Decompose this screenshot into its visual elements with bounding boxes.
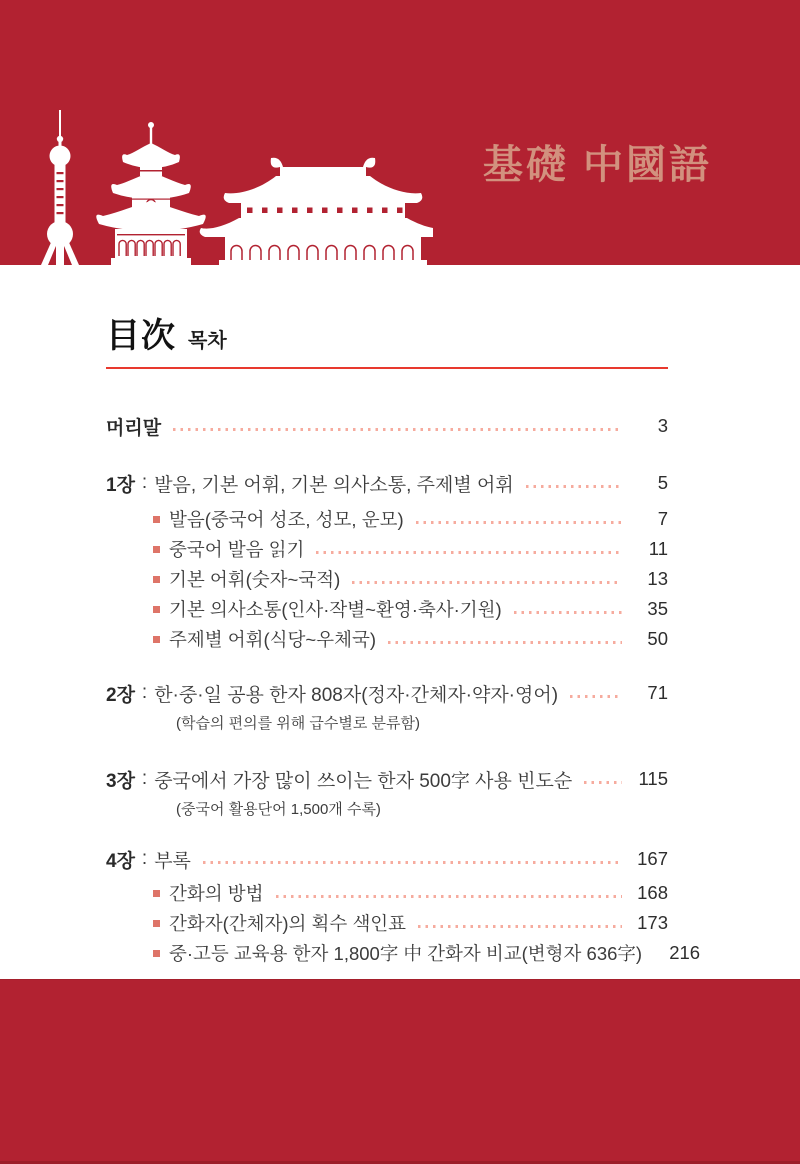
chapter-title: 중국에서 가장 많이 쓰이는 한자 500字 사용 빈도순 <box>154 770 573 792</box>
toc-subrow <box>106 504 668 534</box>
toc-label: 간화의 방법 <box>169 883 264 904</box>
dotted-leader <box>418 925 622 928</box>
dotted-leader <box>276 895 623 898</box>
dotted-leader <box>173 428 622 431</box>
dotted-leader <box>316 551 622 554</box>
toc-row-foreword <box>106 413 668 439</box>
chapter-number: 1장 <box>106 474 135 496</box>
toc-label: 발음(중국어 성조, 성모, 운모) <box>169 509 404 530</box>
page-number: 7 <box>657 508 668 529</box>
chapter-note: (중국어 활용단어 1,500개 수록) <box>176 801 381 818</box>
toc-label: 중국어 발음 읽기 <box>169 539 305 560</box>
heading-korean: 목차 <box>188 330 227 352</box>
chapter-title: 한·중·일 공용 한자 808자(정자·간체자·약자·영어) <box>154 684 559 706</box>
chapter-number: 2장 <box>106 684 135 706</box>
page-number: 11 <box>648 538 668 559</box>
toc-subrow <box>106 624 668 654</box>
chapter-separator: : <box>141 768 148 789</box>
chapter-separator: : <box>141 682 148 703</box>
bullet-square-icon <box>153 890 160 897</box>
page-number: 35 <box>647 598 668 619</box>
page-number: 173 <box>637 912 668 933</box>
book-title: 基礎 中國語 <box>482 143 712 187</box>
page-number: 115 <box>638 768 668 789</box>
dotted-leader <box>352 581 622 584</box>
toc-row-chapter-4 <box>106 846 668 872</box>
page-number: 50 <box>647 628 668 649</box>
page-number: 3 <box>657 415 668 436</box>
toc-content <box>0 308 800 968</box>
dotted-leader <box>584 781 622 784</box>
bullet-square-icon <box>153 576 160 583</box>
bottom-band <box>0 979 800 1164</box>
toc-label: 중·고등 교육용 한자 1,800字 中 간화자 비교(변형자 636字) <box>169 943 643 964</box>
dotted-leader <box>570 695 622 698</box>
page-number: 5 <box>657 472 668 493</box>
heading-rule <box>106 367 668 369</box>
heading-cjk: 目次 <box>106 317 176 355</box>
bullet-square-icon <box>153 920 160 927</box>
dotted-leader <box>388 641 622 644</box>
chapter-separator: : <box>141 472 148 493</box>
toc-subrow <box>106 908 668 938</box>
dotted-leader <box>416 521 622 524</box>
page-number: 216 <box>669 942 701 963</box>
chapter-number: 3장 <box>106 770 135 792</box>
dotted-leader <box>203 861 622 864</box>
chapter-1-items <box>106 504 668 654</box>
toc-label: 주제별 어휘(식당~우체국) <box>169 629 376 650</box>
page-number: 167 <box>637 848 668 869</box>
chapter-number: 4장 <box>106 850 135 872</box>
bullet-square-icon <box>153 516 160 523</box>
top-banner <box>0 0 800 265</box>
bullet-square-icon <box>153 950 160 957</box>
chapter-4-items <box>106 878 701 968</box>
bullet-square-icon <box>153 636 160 643</box>
toc-row-chapter-3 <box>106 766 668 792</box>
toc-heading <box>106 308 668 369</box>
page-number: 168 <box>637 882 668 903</box>
toc-row-chapter-2 <box>106 680 668 706</box>
toc-label: 기본 어휘(숫자~국적) <box>169 569 341 590</box>
toc-row-chapter-1 <box>106 470 668 496</box>
bullet-square-icon <box>153 546 160 553</box>
toc-label: 기본 의사소통(인사·작별~환영·축사·기원) <box>169 599 502 620</box>
toc-subrow <box>106 938 701 968</box>
toc-label: 간화자(간체자)의 획수 색인표 <box>169 913 407 934</box>
chapter-separator: : <box>141 848 148 869</box>
page-number: 13 <box>647 568 668 589</box>
toc-list <box>106 413 701 968</box>
pearl-tower-icon <box>41 110 79 265</box>
pagoda-icon <box>96 122 205 265</box>
chapter-title: 발음, 기본 어휘, 기본 의사소통, 주제별 어휘 <box>154 474 514 496</box>
chapter-title: 부록 <box>154 850 191 872</box>
dotted-leader <box>514 611 622 614</box>
dotted-leader <box>526 485 622 488</box>
palace-icon <box>200 158 433 265</box>
toc-subrow <box>106 594 668 624</box>
toc-subrow <box>106 534 668 564</box>
chapter-note: (학습의 편의를 위해 급수별로 분류함) <box>176 715 421 732</box>
china-skyline-illustration <box>33 110 433 265</box>
bullet-square-icon <box>153 606 160 613</box>
toc-subrow <box>106 564 668 594</box>
toc-subrow <box>106 878 668 908</box>
page-number: 71 <box>647 682 668 703</box>
toc-label: 머리말 <box>106 417 162 439</box>
